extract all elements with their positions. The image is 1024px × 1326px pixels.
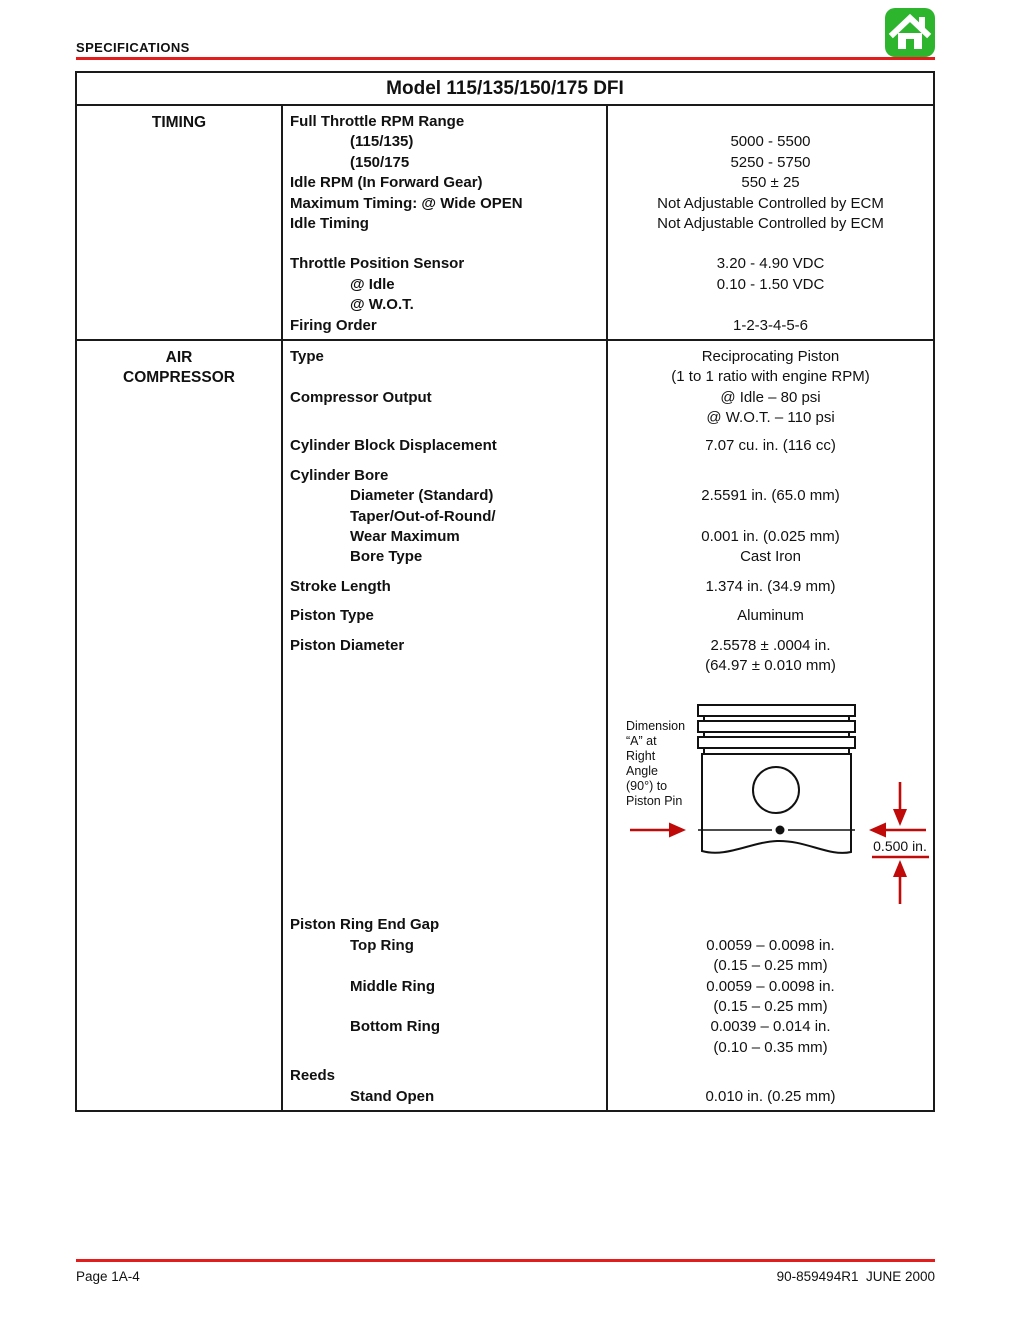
spec-label: Maximum Timing: @ Wide OPEN (290, 194, 523, 212)
spec-value: (64.97 ± 0.010 mm) (705, 656, 836, 674)
svg-text:“A” at: “A” at (626, 734, 657, 749)
spec-value: 0.001 in. (0.025 mm) (701, 528, 840, 546)
section-body (283, 341, 933, 1110)
spec-label: @ Idle (350, 275, 395, 293)
svg-text:Dimension: Dimension (626, 719, 686, 734)
spec-row (283, 112, 933, 132)
spec-row (283, 408, 933, 428)
spec-section (77, 106, 933, 339)
spec-label: (150/175 (350, 153, 410, 171)
spec-row (283, 977, 933, 997)
spec-value: (0.15 – 0.25 mm) (713, 997, 828, 1015)
spacer-row (283, 627, 933, 636)
spec-label (283, 997, 608, 1017)
spec-row (283, 132, 933, 152)
spec-section (77, 339, 933, 1110)
spec-label: (115/135) (350, 133, 414, 151)
spec-row (283, 936, 933, 956)
spec-value: 0.10 - 1.50 VDC (716, 275, 825, 293)
diagram-annotation (626, 719, 685, 808)
spec-value: 1-2-3-4-5-6 (732, 316, 809, 334)
spec-label (283, 408, 608, 428)
spec-value: Reciprocating Piston (701, 347, 840, 365)
page-header-title: SPECIFICATIONS (76, 40, 190, 55)
column-divider (606, 106, 608, 339)
spec-value: 0.0039 – 0.014 in. (710, 1018, 831, 1036)
spacer-row (283, 597, 933, 606)
spec-label: Piston Ring End Gap (290, 916, 440, 934)
spec-value: (0.10 – 0.35 mm) (713, 1038, 828, 1056)
footer-page-number: Page 1A-4 (76, 1269, 140, 1284)
spec-value (608, 112, 933, 132)
spec-label: @ W.O.T. (350, 296, 414, 314)
spec-row (283, 214, 933, 234)
piston-pin-circle (753, 767, 799, 813)
spec-row (283, 153, 933, 173)
spec-table (75, 71, 935, 1112)
spec-row (283, 527, 933, 547)
footer-rule (76, 1259, 935, 1262)
spec-value: 0.0059 – 0.0098 in. (706, 936, 835, 954)
spec-row (283, 1087, 933, 1107)
centerline-dot (776, 826, 785, 835)
spec-label: Idle Timing (290, 214, 369, 232)
spec-row (283, 656, 933, 676)
spec-row (283, 173, 933, 193)
spec-value: 7.07 cu. in. (116 cc) (705, 437, 836, 455)
spec-value: @ Idle – 80 psi (720, 388, 821, 406)
spec-label: Cylinder Bore (290, 466, 389, 484)
spec-value (608, 466, 933, 486)
spec-row (283, 347, 933, 367)
spec-row (283, 466, 933, 486)
spec-row (283, 367, 933, 387)
svg-text:Right: Right (626, 749, 656, 764)
spacer-row (283, 457, 933, 466)
spec-label: Piston Diameter (290, 636, 405, 654)
spec-label: Diameter (Standard) (350, 487, 494, 505)
spec-label: Piston Type (290, 607, 374, 625)
spec-label: Cylinder Block Displacement (290, 437, 497, 455)
spec-value: Aluminum (737, 607, 804, 625)
spec-value: (0.15 – 0.25 mm) (713, 957, 828, 975)
table-sections (77, 106, 933, 1110)
spec-value: (1 to 1 ratio with engine RPM) (671, 368, 870, 386)
spec-value (608, 915, 933, 935)
spec-row (283, 577, 933, 597)
spec-value: Not Adjustable Controlled by ECM (657, 194, 884, 212)
section-body (283, 106, 933, 339)
spec-label: Compressor Output (290, 388, 432, 406)
home-icon (884, 7, 936, 58)
header-rule (76, 57, 935, 60)
spec-row (283, 388, 933, 408)
spec-row (283, 194, 933, 214)
spec-row (283, 507, 933, 527)
spec-label: Full Throttle RPM Range (290, 113, 465, 130)
piston-diagram (283, 676, 933, 915)
spec-label: Idle RPM (In Forward Gear) (290, 174, 483, 192)
home-button[interactable] (884, 7, 936, 58)
spec-value: 5000 - 5500 (730, 133, 811, 151)
spec-value: 550 ± 25 (741, 174, 800, 192)
spec-label: Bore Type (350, 548, 423, 566)
svg-text:Piston Pin: Piston Pin (626, 794, 683, 809)
spec-label: Throttle Position Sensor (290, 255, 465, 273)
spec-label (283, 656, 608, 676)
section-name-line: AIR (165, 348, 193, 366)
spec-value: 2.5578 ± .0004 in. (710, 636, 831, 654)
spec-value (608, 507, 933, 527)
spec-row (283, 956, 933, 976)
spec-label: Top Ring (350, 936, 414, 954)
spec-value: 2.5591 in. (65.0 mm) (701, 487, 840, 505)
spec-value: @ W.O.T. – 110 psi (706, 409, 835, 427)
spec-row (283, 915, 933, 935)
spec-row (283, 997, 933, 1017)
piston-body (702, 754, 851, 853)
spec-label: Taper/Out-of-Round/ (350, 507, 496, 525)
spacer-row (283, 234, 933, 254)
spec-row (283, 547, 933, 567)
spec-row (283, 254, 933, 274)
spec-value: 0.0059 – 0.0098 in. (706, 977, 835, 995)
spec-row (283, 275, 933, 295)
svg-text:(90°) to: (90°) to (626, 779, 668, 794)
spacer-row (283, 568, 933, 577)
spec-row (283, 295, 933, 315)
spec-value: 0.010 in. (0.25 mm) (705, 1087, 836, 1105)
spec-row (283, 1017, 933, 1037)
spec-row (283, 636, 933, 656)
spec-label: Middle Ring (350, 977, 435, 995)
section-name (77, 106, 283, 339)
spec-label (283, 956, 608, 976)
spec-row (283, 486, 933, 506)
spec-value: 1.374 in. (34.9 mm) (705, 577, 836, 595)
spec-label (283, 367, 608, 387)
spec-row (283, 316, 933, 336)
spec-label (283, 1038, 608, 1058)
spec-label: Type (290, 347, 324, 365)
spec-row (283, 1066, 933, 1086)
table-title: Model 115/135/150/175 DFI (77, 73, 933, 106)
footer-document-number: 90-859494R1 JUNE 2000 (776, 1269, 935, 1284)
spec-value (608, 1066, 933, 1086)
spec-label: Reeds (290, 1067, 336, 1085)
spec-value: 3.20 - 4.90 VDC (716, 255, 825, 273)
spacer-row (283, 428, 933, 436)
spec-label: Bottom Ring (350, 1018, 440, 1036)
spec-row (283, 606, 933, 626)
piston-ring-bars (698, 705, 855, 754)
spec-row (283, 436, 933, 456)
spec-value: 5250 - 5750 (730, 153, 811, 171)
section-name-line: TIMING (151, 114, 207, 131)
spec-value: Cast Iron (740, 548, 801, 566)
section-name-line: COMPRESSOR (123, 368, 235, 386)
section-name (77, 341, 283, 1110)
spec-label: Stroke Length (290, 577, 391, 595)
spec-label: Wear Maximum (350, 528, 460, 546)
svg-text:Angle: Angle (626, 764, 658, 779)
spec-row (283, 1038, 933, 1058)
spec-label: Firing Order (290, 316, 377, 334)
spacer-row (283, 1058, 933, 1066)
dimension-label: 0.500 in. (873, 838, 927, 855)
spec-value: Not Adjustable Controlled by ECM (657, 214, 884, 232)
spec-label: Stand Open (350, 1087, 435, 1105)
spec-value (608, 295, 933, 315)
